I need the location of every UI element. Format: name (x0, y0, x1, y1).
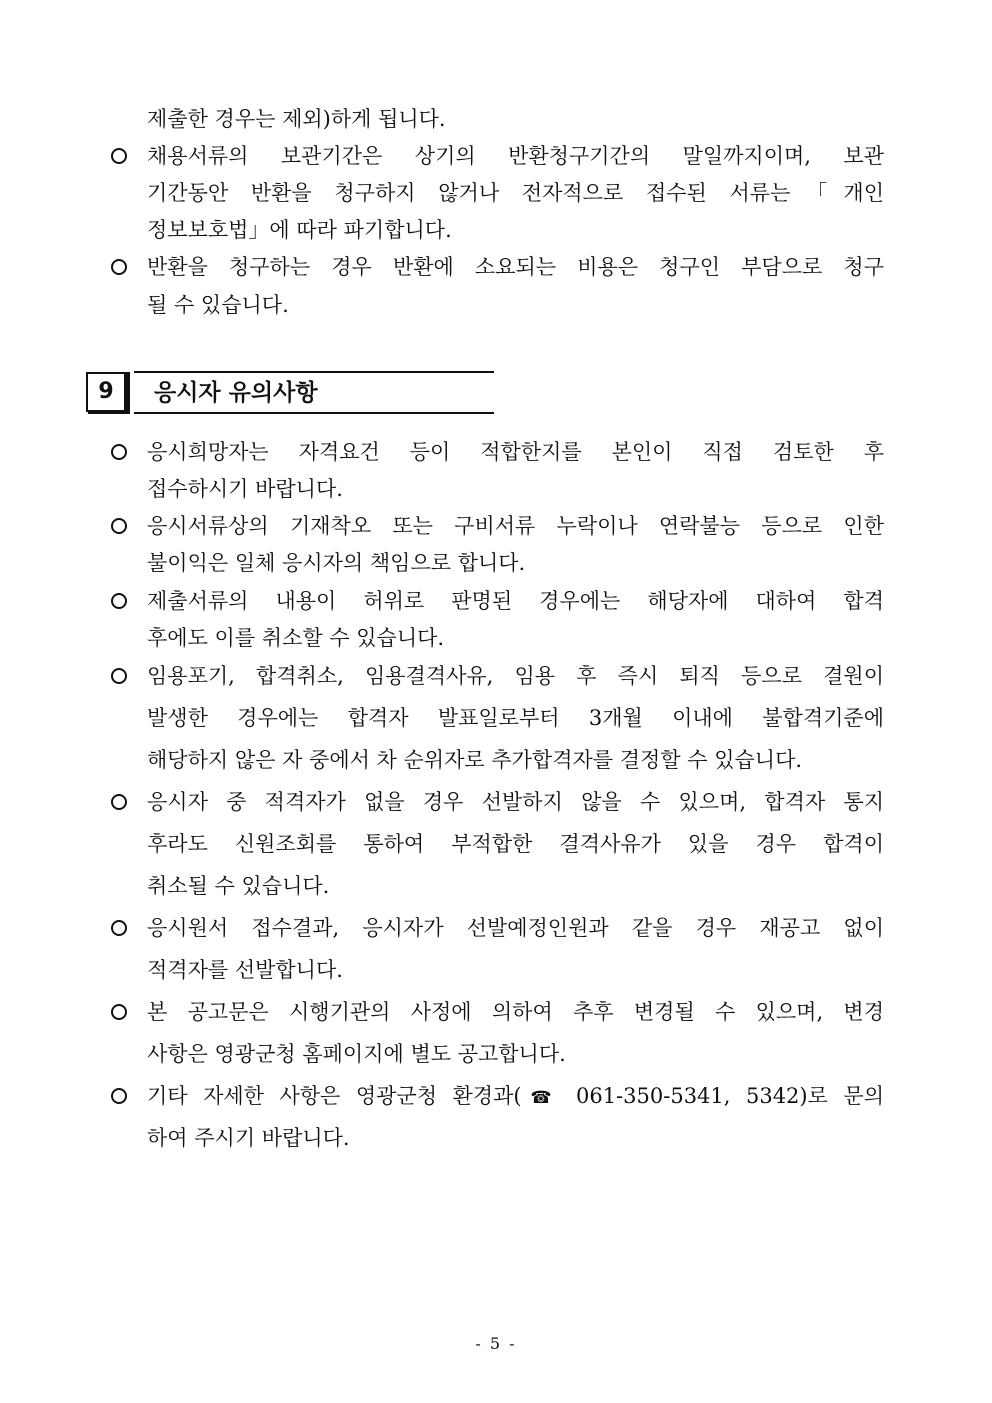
list-item-line: 제출서류의 내용이 허위로 판명된 경우에는 해당자에 대하여 합격 (147, 589, 884, 613)
list-item-line: 하여 주시기 바랍니다. (147, 1126, 350, 1150)
list-item-line: 해당하지 않은 자 중에서 차 순위자로 추가합격자를 결정할 수 있습니다. (147, 748, 803, 772)
bullet-icon (106, 997, 132, 1027)
section-number-shadow (126, 372, 130, 414)
section-rule-bottom (134, 412, 494, 414)
list-item-line: 응시희망자는 자격요건 등이 적합한지를 본인이 직접 검토한 후 (147, 440, 884, 464)
list-item-line: 응시자 중 적격자가 없을 경우 선발하지 않을 수 있으며, 합격자 통지 (147, 790, 884, 814)
list-item-line: 사항은 영광군청 홈페이지에 별도 공고합니다. (147, 1042, 566, 1066)
list-item-line: 후라도 신원조회를 통하여 부적합한 결격사유가 있을 경우 합격이 (147, 832, 884, 856)
list-item-line: 후에도 이를 취소할 수 있습니다. (147, 626, 445, 650)
contact-line (147, 1081, 884, 1111)
intro-line: 제출한 경우는 제외)하게 됩니다. (147, 107, 446, 131)
list-item-line: 취소될 수 있습니다. (147, 874, 330, 898)
list-item-line: 반환을 청구하는 경우 반환에 소요되는 비용은 청구인 부담으로 청구 (147, 255, 884, 279)
list-item-line: 될 수 있습니다. (147, 293, 289, 317)
list-item-line: 적격자를 선발합니다. (147, 958, 343, 982)
list-item-line: 정보보호법」에 따라 파기합니다. (147, 218, 452, 242)
phone-icon: ☎ (521, 1088, 561, 1108)
section-number-shadow-bottom (88, 412, 130, 414)
bullet-icon (106, 661, 132, 691)
section-number: 9 (86, 372, 126, 412)
list-item-line: 불이익은 일체 응시자의 책임으로 합니다. (147, 551, 526, 575)
bullet-icon (106, 511, 132, 541)
list-item-line: 채용서류의 보관기간은 상기의 반환청구기간의 말일까지이며, 보관 (147, 144, 884, 168)
bullet-icon (106, 437, 132, 467)
list-item-line: 발생한 경우에는 합격자 발표일로부터 3개월 이내에 불합격기준에 (147, 706, 884, 730)
list-item-line: 응시원서 접수결과, 응시자가 선발예정인원과 같을 경우 재공고 없이 (147, 916, 884, 940)
bullet-icon (106, 913, 132, 943)
list-item-line: 접수하시기 바랍니다. (147, 477, 343, 501)
bullet-icon (106, 1081, 132, 1111)
list-item-line: 기간동안 반환을 청구하지 않거나 전자적으로 접수된 서류는「개인 (147, 181, 884, 205)
section-rule-top (134, 371, 494, 373)
list-item-line: 임용포기, 합격취소, 임용결격사유, 임용 후 즉시 퇴직 등으로 결원이 (147, 664, 884, 688)
contact-text-before: 기타 자세한 사항은 영광군청 환경과( (147, 1084, 522, 1108)
list-item-line: 응시서류상의 기재착오 또는 구비서류 누락이나 연락불능 등으로 인한 (147, 514, 884, 538)
page-number: - 5 - (475, 1334, 517, 1353)
contact-text-after: 061-350-5341, 5342)로 문의 (560, 1084, 884, 1108)
section-title: 응시자 유의사항 (154, 380, 318, 406)
bullet-icon (106, 787, 132, 817)
list-item-line: 본 공고문은 시행기관의 사정에 의하여 추후 변경될 수 있으며, 변경 (147, 1000, 884, 1024)
bullet-icon (106, 141, 132, 171)
bullet-icon (106, 586, 132, 616)
bullet-icon (106, 252, 132, 282)
